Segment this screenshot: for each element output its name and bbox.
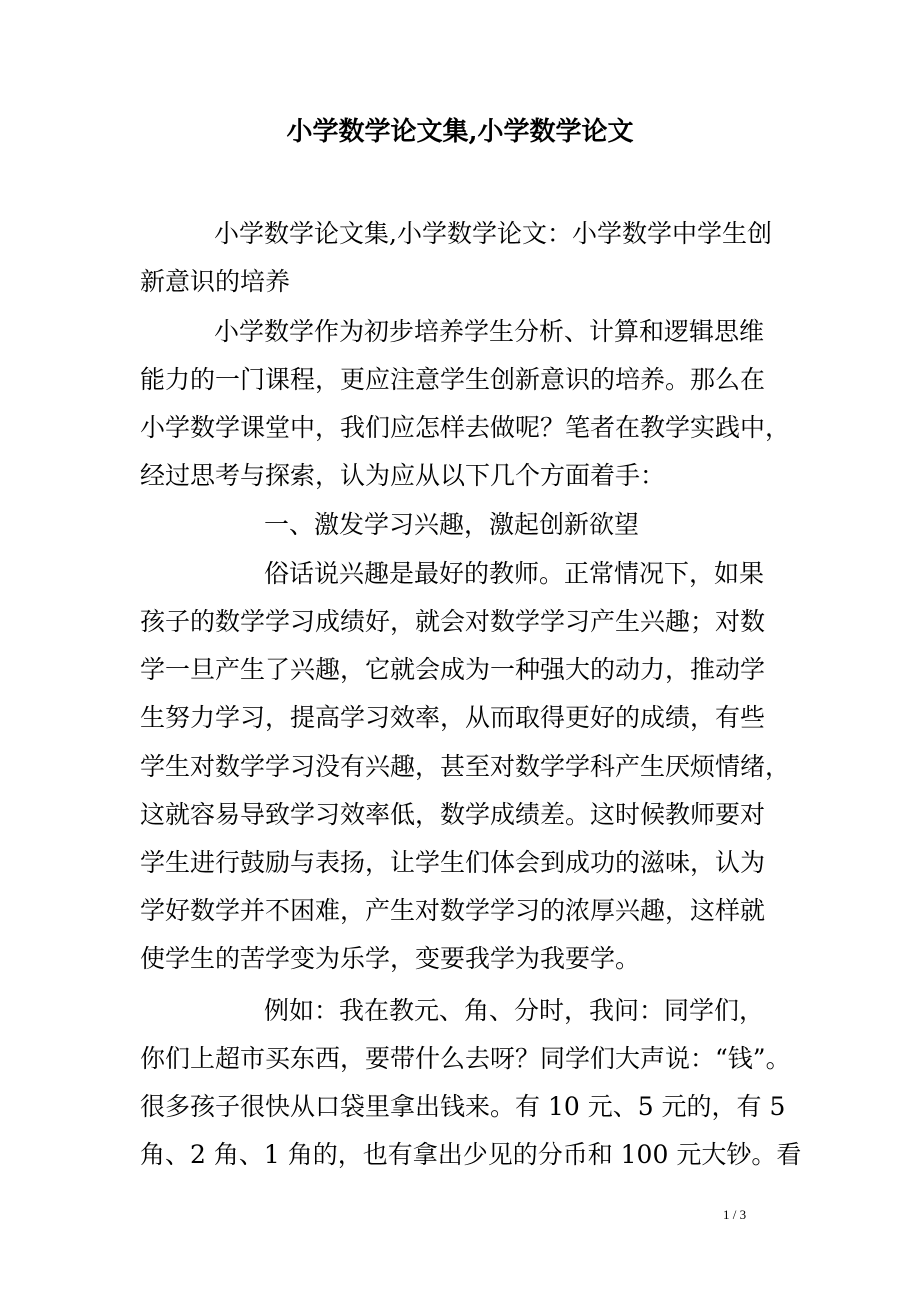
body-line: 孩子的数学学习成绩好，就会对数学学习产生兴趣；对数: [140, 607, 766, 636]
body-line: 生努力学习，提高学习效率，从而取得更好的成绩，有些: [140, 703, 766, 732]
body-line: 小学数学论文集,小学数学论文：小学数学中学生创: [214, 219, 772, 248]
body-line: 俗话说兴趣是最好的教师。正常情况下，如果: [264, 559, 765, 588]
body-line: 学生进行鼓励与表扬，让学生们体会到成功的滋味，认为: [140, 848, 766, 877]
body-line: 很多孩子很快从口袋里拿出钱来。有 10 元、5 元的，有 5: [140, 1092, 786, 1121]
body-line: 例如：我在教元、角、分时，我问：同学们，: [264, 996, 765, 1025]
body-line: 学一旦产生了兴趣，它就会成为一种强大的动力，推动学: [140, 655, 766, 684]
body-line: 经过思考与探索，认为应从以下几个方面着手：: [140, 461, 666, 490]
body-line: 使学生的苦学变为乐学，变要我学为我要学。: [140, 944, 641, 973]
body-line: 你们上超市买东西，要带什么去呀？同学们大声说：“钱”。: [140, 1044, 791, 1073]
page-number: 1 / 3: [723, 1207, 747, 1222]
body-line: 学好数学并不困难，产生对数学学习的浓厚兴趣，这样就: [140, 896, 766, 925]
body-line: 小学数学作为初步培养学生分析、计算和逻辑思维: [214, 317, 765, 346]
section-heading: 一、激发学习兴趣，激起创新欲望: [264, 510, 640, 539]
body-line: 小学数学课堂中，我们应怎样去做呢？笔者在教学实践中，: [140, 413, 791, 442]
body-line: 新意识的培养: [140, 267, 291, 296]
body-line: 角、2 角、1 角的，也有拿出少见的分币和 100 元大钞。看: [140, 1140, 802, 1169]
body-line: 能力的一门课程，更应注意学生创新意识的培养。那么在: [140, 365, 766, 394]
body-line: 学生对数学学习没有兴趣，甚至对数学学科产生厌烦情绪，: [140, 752, 791, 781]
body-line: 这就容易导致学习效率低，数学成绩差。这时候教师要对: [140, 800, 766, 829]
document-title: 小学数学论文集,小学数学论文: [286, 117, 634, 147]
